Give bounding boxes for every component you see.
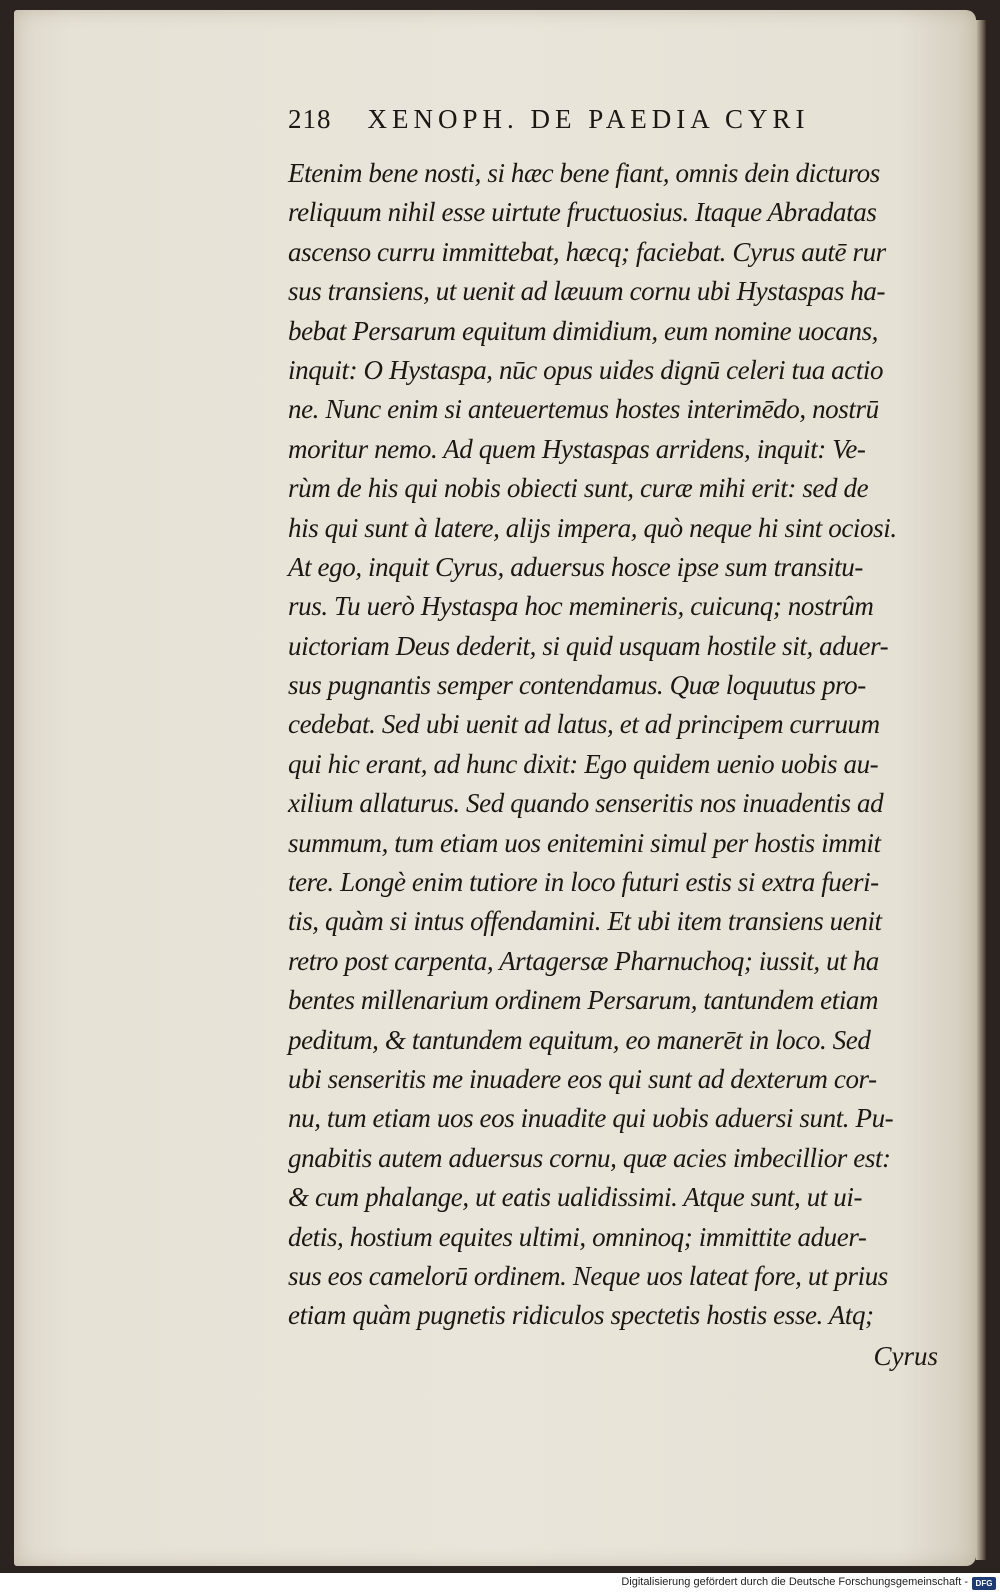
page-edge (976, 20, 986, 1560)
text-line: & cum phalange, ut eatis ualidissimi. Atque sunt, ut ui- (288, 1182, 863, 1213)
text-line: bentes millenarium ordinem Persarum, tantundem etiam (288, 985, 879, 1016)
funding-credit: Digitalisierung gefördert durch die Deutsche Forschungsgemeinschaft - (621, 1576, 968, 1588)
text-line: xilium allaturus. Sed quando senseritis nos inuadentis ad (288, 788, 884, 819)
text-line: etiam quàm pugnetis ridiculos spectetis hostis esse. Atq; (288, 1300, 874, 1331)
text-block (288, 104, 948, 1376)
text-line: reliquum nihil esse uirtute fructuosius. Itaque Abradatas (288, 197, 877, 228)
page-number: 218 (288, 104, 332, 134)
footer (0, 1573, 1000, 1595)
text-line: his qui sunt à latere, alijs impera, quò neque hi sint ociosi. (288, 512, 897, 543)
running-head (288, 104, 948, 148)
text-line: nu, tum etiam uos eos inuadite qui uobis aduersi sunt. Pu- (288, 1103, 894, 1134)
text-line: summum, tum etiam uos enitemini simul per hostis immit (288, 827, 881, 858)
text-line: ubi senseritis me inuadere eos qui sunt ad dexterum cor- (288, 1063, 877, 1094)
catchword: Cyrus (873, 1340, 938, 1371)
text-line: ascenso curru immittebat, hæcq; faciebat. Cyrus autē rur (288, 236, 886, 267)
text-line: sus eos camelorū ordinem. Neque uos lateat fore, ut prius (288, 1260, 888, 1291)
text-line: gnabitis autem aduersus cornu, quæ acies imbecillior est: (288, 1142, 891, 1173)
text-line: cedebat. Sed ubi uenit ad latus, et ad principem curruum (288, 709, 880, 740)
text-line: Etenim bene nosti, si hæc bene fiant, omnis dein dicturos (288, 158, 880, 188)
text-line: moritur nemo. Ad quem Hystaspas arridens, inquit: Ve- (288, 433, 866, 464)
text-line: sus transiens, ut uenit ad læuum cornu ubi Hystaspas ha- (288, 276, 886, 307)
dfg-logo-icon: DFG (972, 1577, 996, 1590)
text-line: rùm de his qui nobis obiecti sunt, curæ mihi erit: sed de (288, 473, 869, 504)
text-line: rus. Tu uerò Hystaspa hoc memineris, cuicunq; nostrûm (288, 591, 874, 622)
text-line: retro post carpenta, Artagersæ Pharnuchoq; iussit, ut ha (288, 945, 879, 976)
text-line: detis, hostium equites ultimi, omninoq; immittite aduer- (288, 1221, 867, 1252)
text-line: uictoriam Deus dederit, si quid usquam hostile sit, aduer- (288, 630, 889, 661)
body-text (288, 154, 948, 1336)
text-line: tis, quàm si intus offendamini. Et ubi item transiens uenit (288, 906, 882, 937)
text-line: inquit: O Hystaspa, nūc opus uides dignū celeri tua actio (288, 354, 884, 385)
text-line: At ego, inquit Cyrus, aduersus hosce ipse sum transitu- (288, 551, 863, 582)
text-line: qui hic erant, ad hunc dixit: Ego quidem uenio uobis au- (288, 748, 879, 779)
text-line: sus pugnantis semper contendamus. Quæ loquutus pro- (288, 670, 866, 701)
text-line: ne. Nunc enim si anteuertemus hostes interimēdo, nostrū (288, 394, 879, 425)
running-title: XENOPH. DE PAEDIA CYRI (367, 104, 810, 134)
text-line: bebat Persarum equitum dimidium, eum nomine uocans, (288, 315, 879, 346)
text-line: peditum, & tantundem equitum, eo manerēt in loco. Sed (288, 1024, 871, 1055)
text-line: tere. Longè enim tutiore in loco futuri estis si extra fueri- (288, 867, 879, 898)
